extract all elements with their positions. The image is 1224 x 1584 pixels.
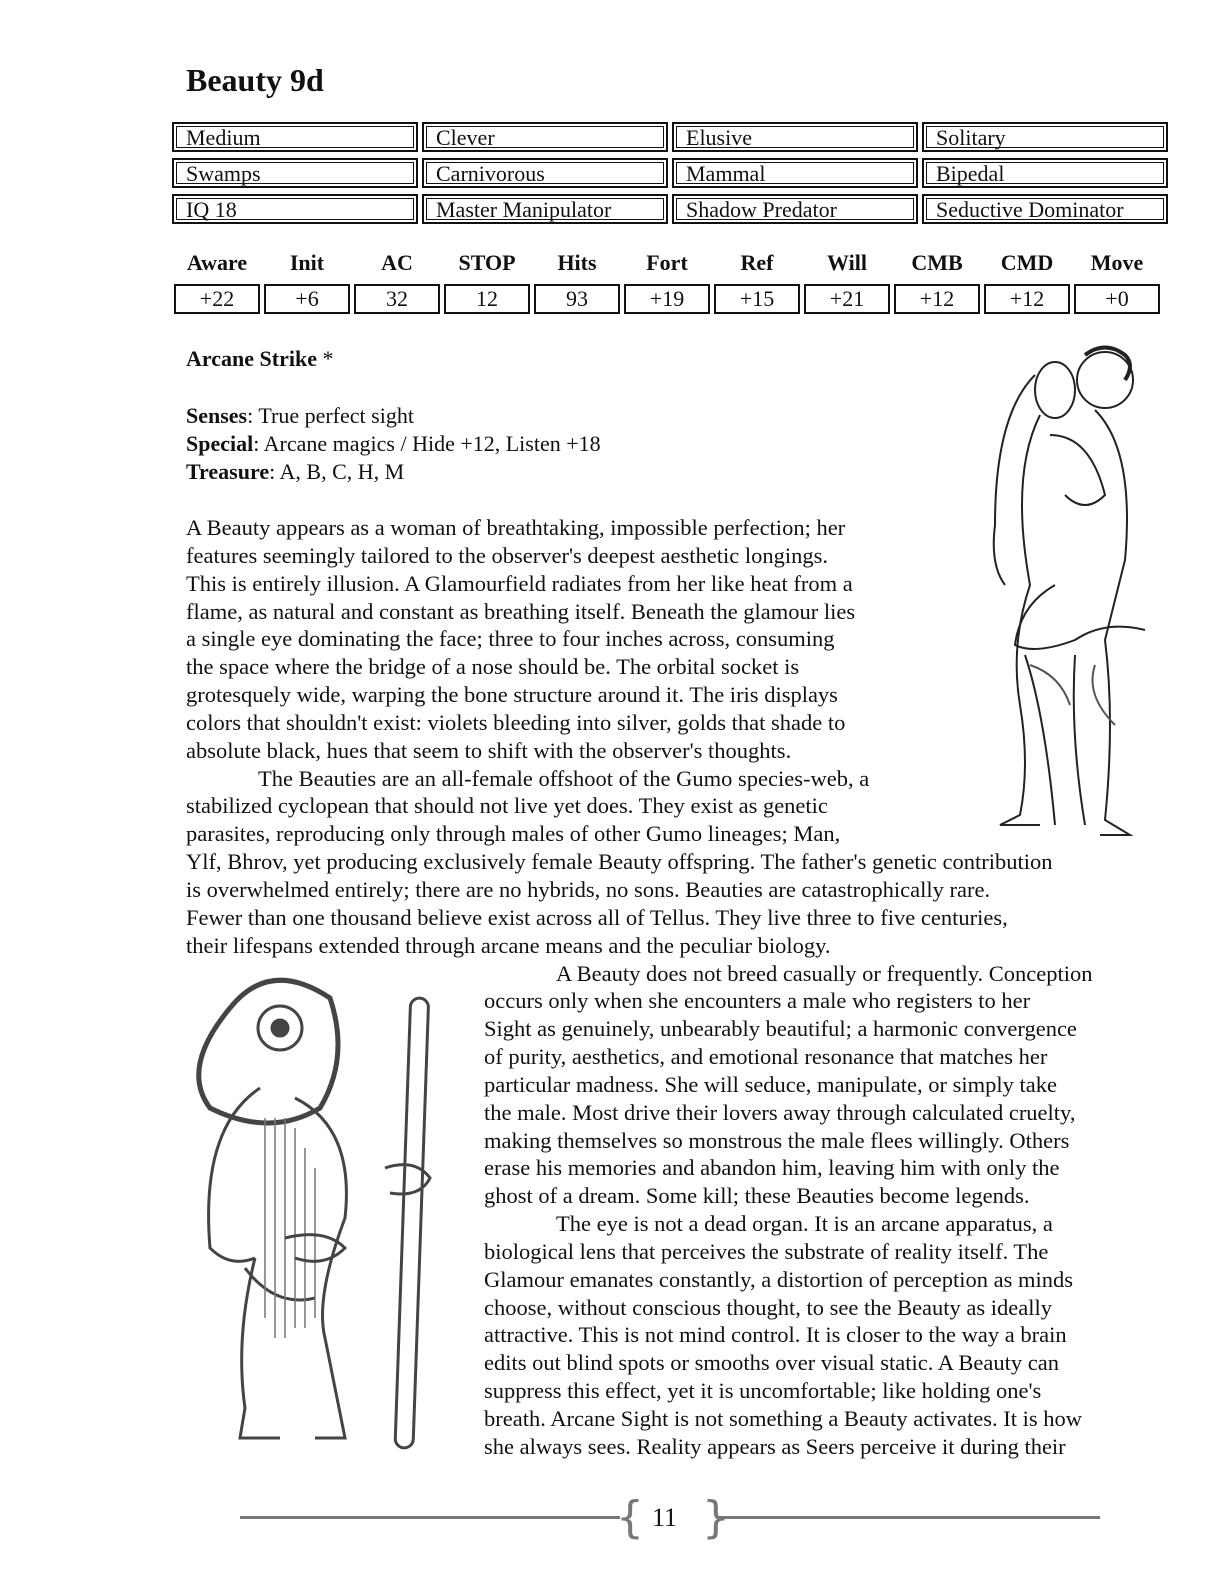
text-line: she always sees. Reality appears as Seers perceive it during their bbox=[484, 1433, 1066, 1459]
stat-label: Init bbox=[289, 250, 325, 275]
traits-table bbox=[172, 122, 1168, 224]
footer-rule-left bbox=[240, 1516, 620, 1519]
text-line: biological lens that perceives the substrate of reality itself. The bbox=[484, 1238, 1049, 1264]
stat-headers bbox=[174, 250, 1160, 276]
stat-value: 12 bbox=[444, 284, 530, 314]
stat-value: +21 bbox=[804, 284, 890, 314]
text-line: The Beauties are an all-female offshoot of the Gumo species-web, a bbox=[258, 765, 870, 791]
stat-label: Ref bbox=[740, 250, 774, 275]
stat-label: Will bbox=[827, 250, 867, 275]
treasure-line bbox=[186, 459, 404, 485]
attack-mark: * bbox=[316, 346, 334, 371]
trait-cell: Medium bbox=[172, 122, 418, 152]
stat-value: +6 bbox=[264, 284, 350, 314]
text-line: flame, as natural and constant as breathing itself. Beneath the glamour lies bbox=[186, 598, 856, 624]
treasure-value: : A, B, C, H, M bbox=[269, 459, 405, 484]
text-line: of purity, aesthetics, and emotional resonance that matches her bbox=[484, 1044, 1048, 1070]
embracing-couple-illustration bbox=[955, 335, 1155, 845]
cyclops-with-staff-illustration bbox=[185, 968, 475, 1473]
senses-line bbox=[186, 403, 414, 429]
attack-name: Arcane Strike bbox=[186, 346, 317, 371]
text-line: breath. Arcane Sight is not something a Beauty activates. It is how bbox=[484, 1406, 1082, 1431]
text-line: absolute black, hues that seem to shift with the observer's thoughts. bbox=[186, 737, 792, 763]
stat-value: +12 bbox=[984, 284, 1070, 314]
special-value: : Arcane magics / Hide +12, Listen +18 bbox=[253, 431, 601, 456]
footer-bracket-left: { bbox=[616, 1492, 644, 1543]
stat-value: 32 bbox=[354, 284, 440, 314]
text-line: colors that shouldn't exist: violets bleeding into silver, golds that shade to bbox=[186, 709, 846, 735]
stat-label: CMB bbox=[911, 250, 963, 275]
trait-cell: Mammal bbox=[672, 158, 918, 188]
trait-cell: Elusive bbox=[672, 122, 918, 152]
text-line: Glamour emanates constantly, a distortion of perception as minds bbox=[484, 1266, 1074, 1292]
trait-cell: Master Manipulator bbox=[422, 194, 668, 224]
footer-rule-right bbox=[716, 1516, 1100, 1519]
text-line: erase his memories and abandon him, leaving him with only the bbox=[484, 1155, 1060, 1181]
text-line: stabilized cyclopean that should not live yet does. They exist as genetic bbox=[186, 793, 828, 819]
text-line: ghost of a dream. Some kill; these Beauties become legends. bbox=[484, 1183, 1030, 1209]
text-line: Fewer than one thousand believe exist across all of Tellus. They live three to five centuries, bbox=[186, 904, 1008, 930]
stat-value: +0 bbox=[1074, 284, 1160, 314]
trait-cell: Seductive Dominator bbox=[922, 194, 1168, 224]
text-line: is overwhelmed entirely; there are no hybrids, no sons. Beauties are catastrophically rare. bbox=[186, 876, 991, 902]
trait-cell: Carnivorous bbox=[422, 158, 668, 188]
text-line: the male. Most drive their lovers away through calculated cruelty, bbox=[484, 1099, 1076, 1125]
trait-cell: Bipedal bbox=[922, 158, 1168, 188]
footer-bracket-right: } bbox=[702, 1492, 730, 1543]
text-line: This is entirely illusion. A Glamourfield radiates from her like heat from a bbox=[186, 570, 853, 596]
text-line: The eye is not a dead organ. It is an arcane apparatus, a bbox=[556, 1211, 1053, 1237]
text-line: features seemingly tailored to the observer's deepest aesthetic longings. bbox=[186, 542, 828, 568]
text-line: their lifespans extended through arcane means and the peculiar biology. bbox=[186, 932, 831, 958]
stat-value: +15 bbox=[714, 284, 800, 314]
text-line: grotesquely wide, warping the bone structure around it. The iris displays bbox=[186, 682, 838, 708]
text-line: parasites, reproducing only through males of other Gumo lineages; Man, bbox=[186, 821, 841, 847]
text-line: particular madness. She will seduce, manipulate, or simply take bbox=[484, 1071, 1057, 1097]
trait-cell: Solitary bbox=[922, 122, 1168, 152]
text-line: suppress this effect, yet it is uncomfortable; like holding one's bbox=[484, 1378, 1042, 1404]
text-line: a single eye dominating the face; three to four inches across, consuming bbox=[186, 626, 835, 652]
text-line: Sight as genuinely, unbearably beautiful; a harmonic convergence bbox=[484, 1016, 1077, 1042]
text-line: occurs only when she encounters a male who registers to her bbox=[484, 988, 1031, 1014]
text-line: A Beauty does not breed casually or frequently. Conception bbox=[556, 960, 1093, 986]
stat-label: Fort bbox=[646, 250, 688, 275]
text-line: Ylf, Bhrov, yet producing exclusively female Beauty offspring. The father's genetic contribution bbox=[186, 849, 1053, 875]
stat-label: Move bbox=[1090, 250, 1144, 275]
stat-label: CMD bbox=[1000, 250, 1054, 275]
text-line: the space where the bridge of a nose should be. The orbital socket is bbox=[186, 654, 800, 680]
special-label: Special bbox=[186, 431, 254, 456]
senses-label: Senses bbox=[186, 403, 248, 428]
text-line: choose, without conscious thought, to see the Beauty as ideally bbox=[484, 1294, 1053, 1320]
senses-value: : True perfect sight bbox=[247, 403, 414, 428]
text-line: making themselves so monstrous the male flees willingly. Others bbox=[484, 1127, 1070, 1153]
attack-line bbox=[186, 346, 333, 372]
text-line: edits out blind spots or smooths over visual static. A Beauty can bbox=[484, 1350, 1059, 1376]
stat-value: +22 bbox=[174, 284, 260, 314]
stat-value: +19 bbox=[624, 284, 710, 314]
text-line: attractive. This is not mind control. It is closer to the way a brain bbox=[484, 1322, 1067, 1348]
trait-cell: Shadow Predator bbox=[672, 194, 918, 224]
stat-value: 93 bbox=[534, 284, 620, 314]
stat-label: AC bbox=[381, 250, 413, 275]
text-line: A Beauty appears as a woman of breathtaking, impossible perfection; her bbox=[186, 515, 846, 540]
special-line bbox=[186, 431, 601, 457]
stat-label: STOP bbox=[458, 250, 516, 275]
stat-label: Aware bbox=[186, 250, 248, 275]
trait-cell: IQ 18 bbox=[172, 194, 418, 224]
page-title: Beauty 9d bbox=[186, 62, 324, 98]
page-number: 11 bbox=[652, 1503, 678, 1532]
stat-label: Hits bbox=[557, 250, 597, 275]
treasure-label: Treasure bbox=[186, 459, 270, 484]
stat-values bbox=[174, 284, 1160, 314]
stat-value: +12 bbox=[894, 284, 980, 314]
trait-cell: Clever bbox=[422, 122, 668, 152]
trait-cell: Swamps bbox=[172, 158, 418, 188]
